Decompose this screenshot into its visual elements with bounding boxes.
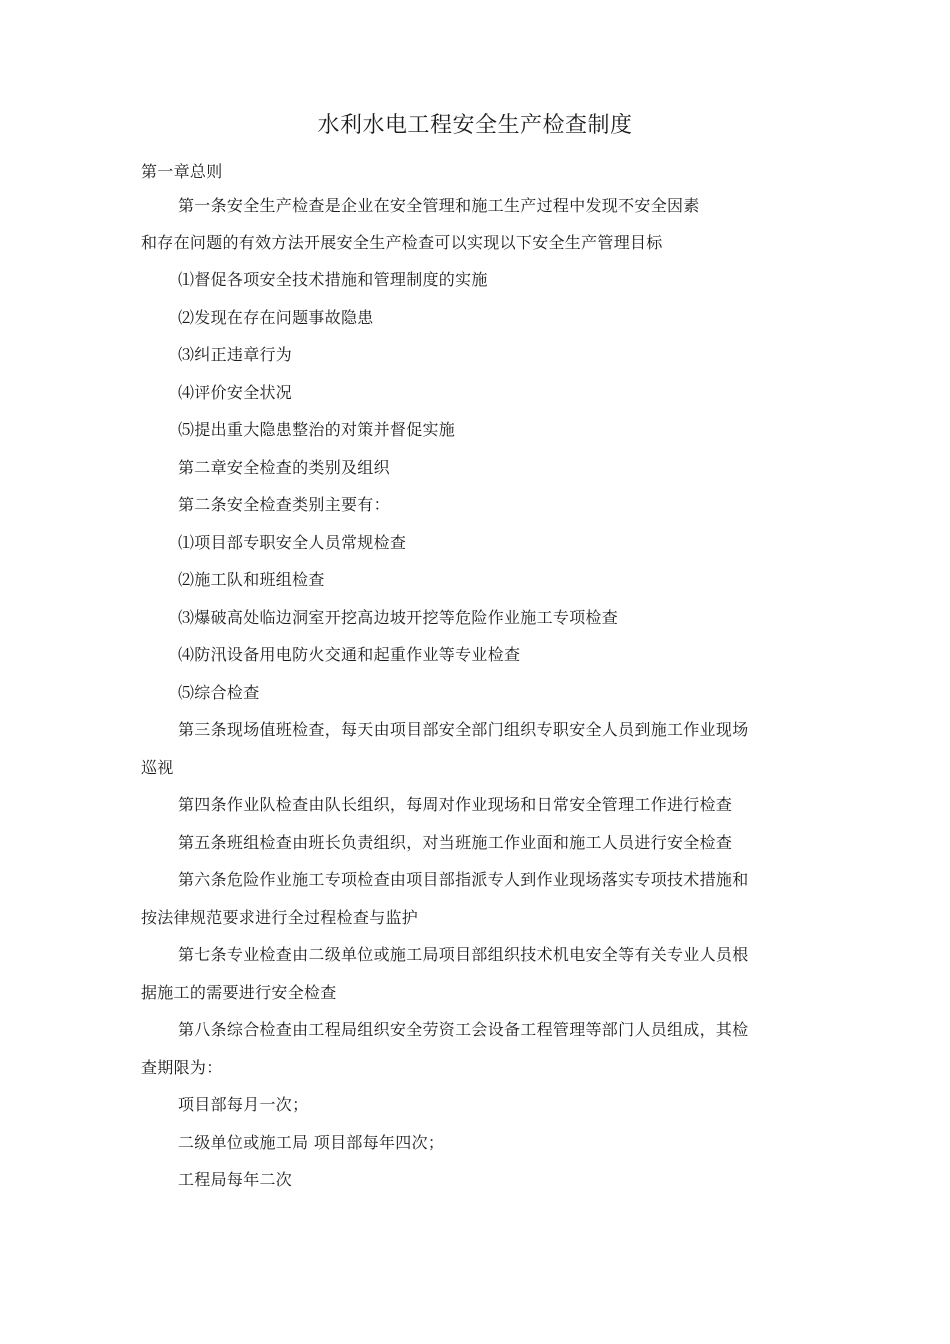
paragraph-line: 据施工的需要进行安全检查 bbox=[141, 983, 337, 1002]
list-item: ⑶爆破高处临边洞室开挖高边坡开挖等危险作业施工专项检查 bbox=[178, 608, 619, 627]
list-item: ⑷防汛设备用电防火交通和起重作业等专业检查 bbox=[178, 645, 521, 664]
paragraph-line: 工程局每年二次 bbox=[178, 1170, 293, 1189]
list-item: ⑷评价安全状况 bbox=[178, 383, 293, 402]
paragraph-line: 查期限为： bbox=[141, 1058, 223, 1077]
paragraph-line: 巡视 bbox=[141, 758, 174, 777]
paragraph-line: 第二条安全检查类别主要有： bbox=[178, 495, 390, 514]
paragraph-line: 按法律规范要求进行全过程检查与监护 bbox=[141, 908, 419, 927]
document-title: 水利水电工程安全生产检查制度 bbox=[317, 113, 633, 138]
list-item: ⑶纠正违章行为 bbox=[178, 345, 293, 364]
list-item: ⑵发现在存在问题事故隐患 bbox=[178, 308, 374, 327]
chapter-heading: 第二章安全检查的类别及组织 bbox=[178, 458, 390, 477]
list-item: ⑸提出重大隐患整治的对策并督促实施 bbox=[178, 420, 456, 439]
chapter-heading: 第一章总则 bbox=[141, 162, 223, 181]
paragraph-line: 第五条班组检查由班长负责组织，对当班施工作业面和施工人员进行安全检查 bbox=[178, 833, 733, 852]
paragraph-line: 项目部每月一次； bbox=[178, 1095, 309, 1114]
paragraph-line: 第七条专业检查由二级单位或施工局项目部组织技术机电安全等有关专业人员根 bbox=[178, 945, 749, 964]
paragraph-line: 二级单位或施工局 项目部每年四次； bbox=[178, 1133, 445, 1152]
list-item: ⑴项目部专职安全人员常规检查 bbox=[178, 533, 407, 552]
paragraph-line: 第八条综合检查由工程局组织安全劳资工会设备工程管理等部门人员组成，其检 bbox=[178, 1020, 749, 1039]
list-item: ⑵施工队和班组检查 bbox=[178, 570, 325, 589]
list-item: ⑸综合检查 bbox=[178, 683, 260, 702]
paragraph-line: 第一条安全生产检查是企业在安全管理和施工生产过程中发现不安全因素 bbox=[178, 196, 700, 215]
paragraph-line: 第三条现场值班检查，每天由项目部安全部门组织专职安全人员到施工作业现场 bbox=[178, 720, 749, 739]
paragraph-line: 第四条作业队检查由队长组织，每周对作业现场和日常安全管理工作进行检查 bbox=[178, 795, 733, 814]
paragraph-line: 第六条危险作业施工专项检查由项目部指派专人到作业现场落实专项技术措施和 bbox=[178, 870, 749, 889]
paragraph-line: 和存在问题的有效方法开展安全生产检查可以实现以下安全生产管理目标 bbox=[141, 233, 663, 252]
list-item: ⑴督促各项安全技术措施和管理制度的实施 bbox=[178, 270, 488, 289]
